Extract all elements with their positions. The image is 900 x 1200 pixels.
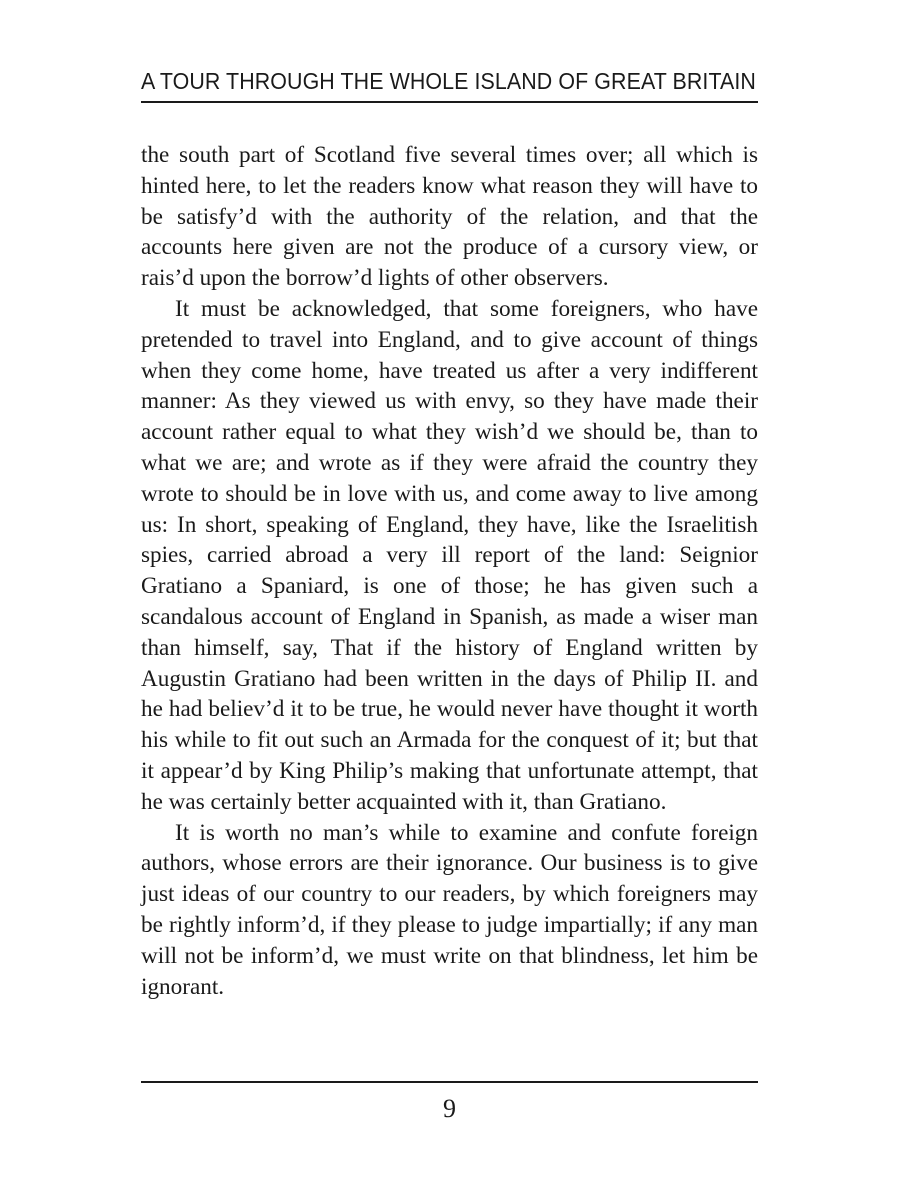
page-body <box>141 140 758 1002</box>
page-number: 9 <box>443 1094 456 1123</box>
running-head-title: A TOUR THROUGH THE WHOLE ISLAND OF GREAT BRITAIN <box>141 68 756 94</box>
paragraph-foreigners: It must be acknowledged, that some foreigners, who have pretended to travel into England, and to give account of things when they come home, have treated us after a very indifferent manner: As they viewed us with envy, so they have made their account rather equal to what they wish’d we should be, than to what we are; and wrote as if they were afraid the country they wrote to should be in love with us, and come away to live among us: In short, speaking of England, they have, like the Israelitish spies, carried abroad a very ill report of the land: Seignior Gratiano a Spaniard, is one of those; he has given such a scandalous account of England in Spanish, as made a wiser man than himself, say, That if the history of England written by Augustin Gratiano had been written in the days of Philip II. and he had believ’d it to be true, he would never have thought it worth his while to fit out such an Armada for the conquest of it; but that it appear’d by King Philip’s making that unfortunate attempt, that he was certainly better acquainted with it, than Gratiano. <box>141 295 758 815</box>
paragraph-foreign-authors: It is worth no man’s while to examine and confute foreign authors, whose errors are their ignorance. Our business is to give just ideas of our country to our readers, by which foreigners may be rightly inform’d, if they please to judge impartially; if any man will not be inform’d, we must write on that blindness, let him be ignorant. <box>141 819 758 1000</box>
header-rule <box>141 101 758 103</box>
footer-rule <box>141 1081 758 1083</box>
paragraph-continued: the south part of Scotland five several times over; all which is hinted here, to let the readers know what reason they will have to be satisfy’d with the authority of the relation, and that the accounts here given are not the produce of a cursory view, or rais’d upon the borrow’d lights of other observers. <box>141 142 758 292</box>
